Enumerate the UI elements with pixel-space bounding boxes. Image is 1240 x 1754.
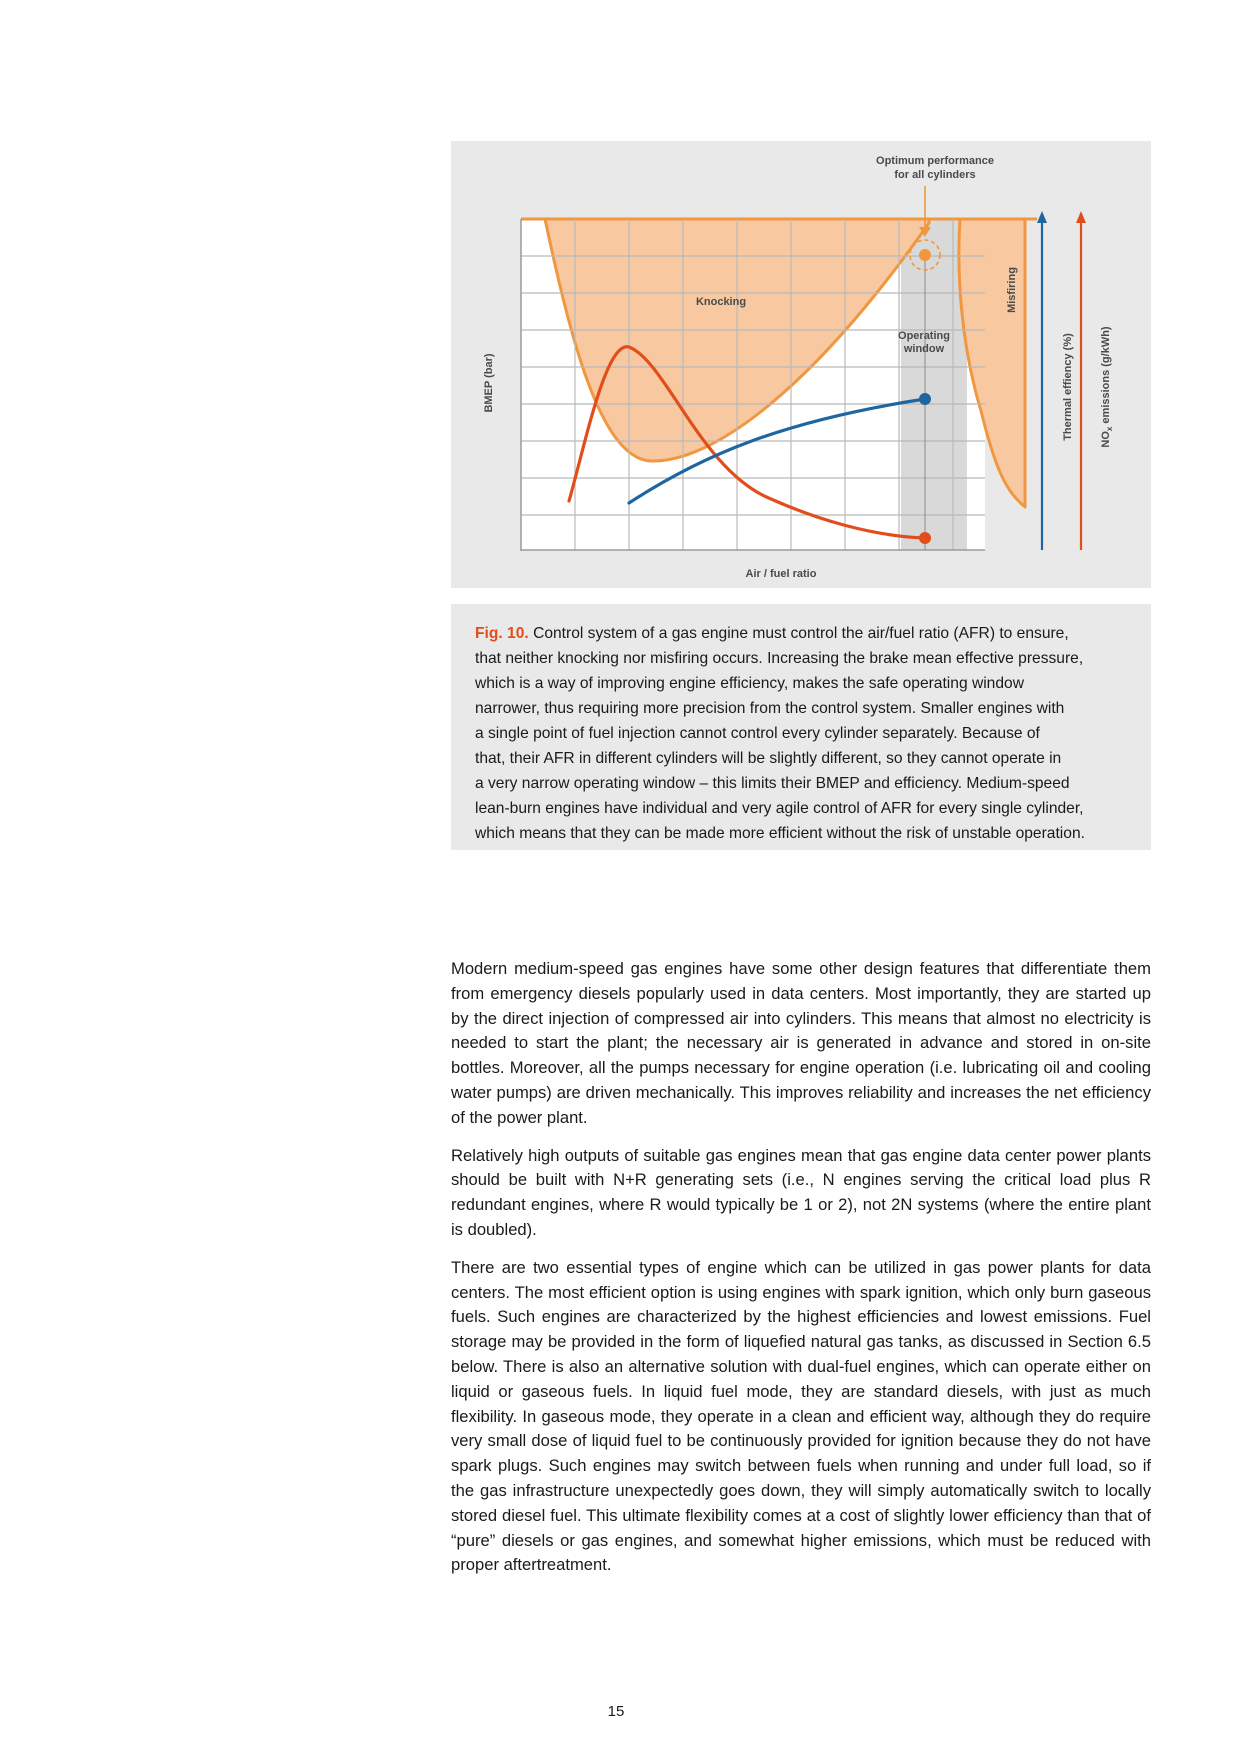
caption-line: a very narrow operating window – this limits their BMEP and efficiency. Medium-speed xyxy=(475,775,1070,792)
efficiency-axis-label: Thermal effiency (%) xyxy=(1062,333,1074,441)
x-axis-label: Air / fuel ratio xyxy=(745,568,817,580)
figure-caption xyxy=(451,604,1151,850)
afr-diagram xyxy=(451,141,1151,588)
caption-line: lean-burn engines have individual and very agile control of AFR for every single cylinder, xyxy=(475,800,1084,817)
nox-axis-label-suffix: emissions (g/kWh) xyxy=(1100,326,1112,427)
body-paragraph: There are two essential types of engine which can be utilized in gas power plants for data centers. The most efficient option is using engines with spark ignition, which only burn gaseous fuels. Such engines are characterized by the highest efficiencies and lowest emissions. Fuel storage may be provided in the form of liquefied natural gas tanks, as discussed in Section 6.5 below. There is also an alternative solution with dual-fuel engines, which can operate either on liquid or gaseous fuels. In liquid fuel mode, they are standard diesels, with just as much flexibility. In gaseous mode, they operate in a clean and efficient way, although they do require very small dose of liquid fuel to be continuously provided for ignition because they do not have spark plugs. Such engines may switch between fuels when running and under full load, so if the gas infrastructure unexpectedly goes down, they will simply automatically switch to locally stored diesel fuel. This ultimate flexibility comes at a cost of slightly lower efficiency than that of “pure” diesels or gas engines, and somewhat higher emissions, which must be reduced with proper aftertreatment. xyxy=(451,1257,1151,1575)
caption-line: which means that they can be made more efficient without the risk of unstable operation. xyxy=(475,825,1085,842)
nox-axis-label-prefix: NO xyxy=(1100,431,1112,448)
body-paragraph: Modern medium-speed gas engines have some other design features that differentiate them from emergency diesels popularly used in data centers. Most importantly, they are started up by the direct injection of compressed air into cylinders. This means that almost no electricity is needed to start the plant; the necessary air is generated in advance and stored in on-site bottles. Moreover, all the pumps necessary for engine operation (i.e. lubricating oil and cooling water pumps) are driven mechanically. This improves reliability and increases the net efficiency of the power plant. xyxy=(451,959,1151,1127)
operating-window-band xyxy=(901,219,967,550)
figure xyxy=(451,141,1151,588)
operating-window-label-line2: window xyxy=(903,343,945,355)
caption-line: that, their AFR in different cylinders will be slightly different, so they cannot operate in xyxy=(475,750,1062,767)
nox-point xyxy=(919,532,931,544)
page-number: 15 xyxy=(607,1703,625,1720)
efficiency-point xyxy=(919,393,931,405)
knocking-label: Knocking xyxy=(695,296,747,308)
caption-line xyxy=(475,621,1133,646)
operating-window-label-line1: Operating xyxy=(898,330,950,342)
caption-label: Fig. 10. xyxy=(475,625,529,642)
misfiring-label: Misfiring xyxy=(1006,267,1018,313)
body-text xyxy=(451,957,1151,1591)
optimum-label-line1: Optimum performance xyxy=(876,155,994,167)
nox-axis-arrowhead xyxy=(1076,211,1086,223)
y-axis-label: BMEP (bar) xyxy=(483,353,495,413)
caption-line-text: Control system of a gas engine must control the air/fuel ratio (AFR) to ensure, xyxy=(528,625,1069,642)
caption-line: a single point of fuel injection cannot control every cylinder separately. Because of xyxy=(475,725,1040,742)
caption-line: that neither knocking nor misfiring occurs. Increasing the brake mean effective pressure, xyxy=(475,650,1084,667)
optimum-label-line2: for all cylinders xyxy=(894,169,976,181)
body-paragraph: Relatively high outputs of suitable gas engines mean that gas engine data center power plants should be built with N+R generating sets (i.e., N engines serving the critical load plus R redundant engines, where R would typically be 1 or 2), not 2N systems (where the entire plant is doubled). xyxy=(451,1145,1151,1239)
optimum-point xyxy=(919,249,931,261)
efficiency-axis-arrowhead xyxy=(1037,211,1047,223)
caption-line: which is a way of improving engine efficiency, makes the safe operating window xyxy=(475,675,1024,692)
nox-axis-label-sub: x xyxy=(1105,426,1114,432)
caption-line: narrower, thus requiring more precision from the control system. Smaller engines with xyxy=(475,700,1065,717)
nox-axis-label xyxy=(1100,326,1114,448)
